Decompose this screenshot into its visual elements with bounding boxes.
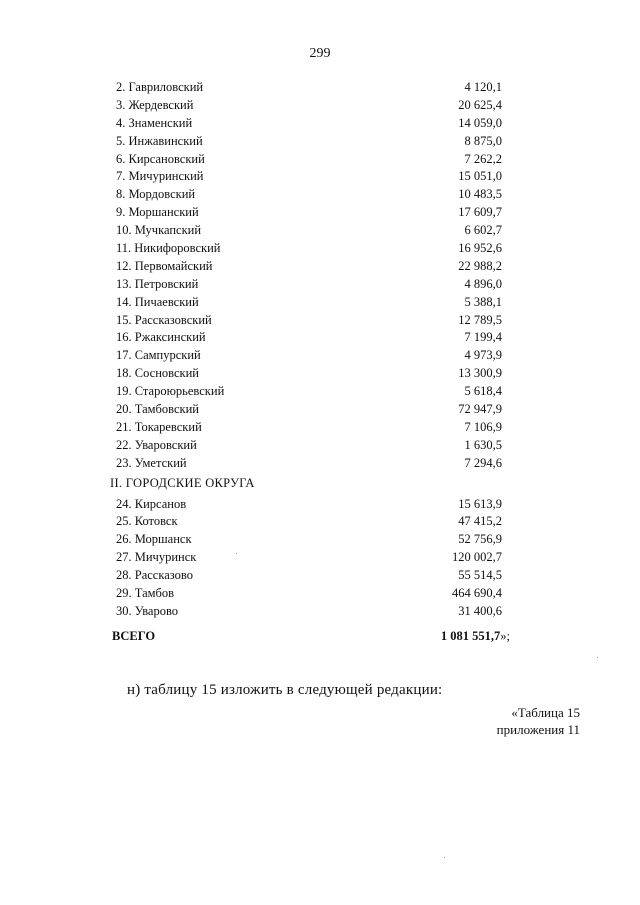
row-name: 15. Рассказовский xyxy=(116,312,212,327)
row-value: 4 120,1 xyxy=(464,80,502,94)
row-value: 8 875,0 xyxy=(464,133,502,148)
table-row xyxy=(110,312,530,330)
table-reference xyxy=(478,704,580,738)
row-value: 5 388,1 xyxy=(464,294,502,309)
table-row xyxy=(110,222,530,240)
row-name: 26. Моршанск xyxy=(116,532,192,547)
row-name: 22. Уваровский xyxy=(116,437,197,452)
row-name: 17. Сампурский xyxy=(116,348,201,363)
row-value: 1 630,5 xyxy=(464,437,502,452)
total-value: 1 081 551,7 xyxy=(440,628,501,643)
row-name: 21. Токаревский xyxy=(116,419,202,434)
row-name: 14. Пичаевский xyxy=(116,294,199,309)
table-row xyxy=(110,97,530,115)
row-name: 9. Моршанский xyxy=(116,205,199,220)
row-name: 11. Никифоровский xyxy=(116,241,221,256)
row-value: 31 400,6 xyxy=(458,603,502,618)
row-name: 5. Инжавинский xyxy=(116,133,203,148)
scan-speck xyxy=(597,657,598,658)
row-value: 22 988,2 xyxy=(458,258,502,273)
page-number: 299 xyxy=(309,46,331,61)
total-row xyxy=(110,625,530,647)
row-name: 29. Тамбов xyxy=(116,586,175,601)
table-row xyxy=(110,186,530,204)
row-name: 10. Мучкапский xyxy=(116,223,202,238)
table-row xyxy=(110,496,530,514)
table-row xyxy=(110,115,530,133)
row-value: 16 952,6 xyxy=(458,241,502,256)
section-heading: II. ГОРОДСКИЕ ОКРУГА xyxy=(110,475,255,490)
row-name: 7. Мичуринский xyxy=(116,169,204,184)
row-name: 19. Староюрьевский xyxy=(116,384,225,399)
row-value: 464 690,4 xyxy=(452,586,502,601)
table-row xyxy=(110,513,530,531)
row-value: 7 106,9 xyxy=(464,419,502,434)
table-row xyxy=(110,549,530,567)
row-name: 27. Мичуринск xyxy=(116,550,197,565)
row-value: 120 002,7 xyxy=(452,550,502,565)
table-row xyxy=(110,401,530,419)
row-name: 20. Тамбовский xyxy=(116,402,199,417)
table-row xyxy=(110,204,530,222)
row-value: 15 613,9 xyxy=(458,496,502,511)
row-name: 24. Кирсанов xyxy=(116,496,187,511)
row-value: 52 756,9 xyxy=(458,532,502,547)
row-name: 2. Гавриловский xyxy=(116,80,204,94)
total-value-cell xyxy=(441,625,510,647)
total-label: ВСЕГО xyxy=(112,628,156,643)
row-name: 25. Котовск xyxy=(116,514,178,529)
row-value: 17 609,7 xyxy=(458,205,502,220)
row-value: 4 973,9 xyxy=(464,348,502,363)
row-name: 28. Рассказово xyxy=(116,568,193,583)
row-name: 6. Кирсановский xyxy=(116,151,205,166)
row-name: 16. Ржаксинский xyxy=(116,330,206,345)
table-row xyxy=(110,585,530,603)
row-value: 7 199,4 xyxy=(464,330,502,345)
row-name: 12. Первомайский xyxy=(116,258,213,273)
table-row xyxy=(110,133,530,151)
row-name: 4. Знаменский xyxy=(116,115,193,130)
total-suffix: »; xyxy=(500,628,510,643)
district-rows xyxy=(110,79,530,473)
row-value: 20 625,4 xyxy=(458,97,502,112)
row-value: 47 415,2 xyxy=(458,514,502,529)
instruction-text: н) таблицу 15 изложить в следующей редакции: xyxy=(127,682,443,698)
table-row xyxy=(110,294,530,312)
row-value: 13 300,9 xyxy=(458,366,502,381)
row-value: 55 514,5 xyxy=(458,568,502,583)
table-row xyxy=(110,347,530,365)
table-row xyxy=(110,79,530,97)
table-row xyxy=(110,258,530,276)
row-value: 4 896,0 xyxy=(464,276,502,291)
table-row xyxy=(110,329,530,347)
row-value: 14 059,0 xyxy=(458,115,502,130)
table-row xyxy=(110,567,530,585)
row-value: 15 051,0 xyxy=(458,169,502,184)
row-value: 7 262,2 xyxy=(464,151,502,166)
table-row xyxy=(110,365,530,383)
row-name: 23. Уметский xyxy=(116,455,187,470)
row-name: 18. Сосновский xyxy=(116,366,199,381)
table-row xyxy=(110,240,530,258)
table-row xyxy=(110,168,530,186)
table-row xyxy=(110,383,530,401)
table-row xyxy=(110,437,530,455)
row-value: 72 947,9 xyxy=(458,402,502,417)
row-value: 12 789,5 xyxy=(458,312,502,327)
row-name: 3. Жердевский xyxy=(116,97,194,112)
budget-table xyxy=(110,79,530,647)
table-row xyxy=(110,455,530,473)
scan-speck xyxy=(236,553,237,554)
row-name: 30. Уварово xyxy=(116,603,179,618)
row-value: 6 602,7 xyxy=(464,223,502,238)
table-row xyxy=(110,419,530,437)
table-row xyxy=(110,531,530,549)
city-district-rows xyxy=(110,496,530,621)
row-value: 7 294,6 xyxy=(464,455,502,470)
table-row xyxy=(110,603,530,621)
row-value: 10 483,5 xyxy=(458,187,502,202)
row-value: 5 618,4 xyxy=(464,384,502,399)
table-reference-line-1: «Таблица 15 xyxy=(511,705,580,720)
table-row xyxy=(110,151,530,169)
table-row xyxy=(110,276,530,294)
scan-speck xyxy=(444,857,445,858)
row-name: 13. Петровский xyxy=(116,276,199,291)
row-name: 8. Мордовский xyxy=(116,187,196,202)
table-reference-line-2: приложения 11 xyxy=(496,722,580,737)
